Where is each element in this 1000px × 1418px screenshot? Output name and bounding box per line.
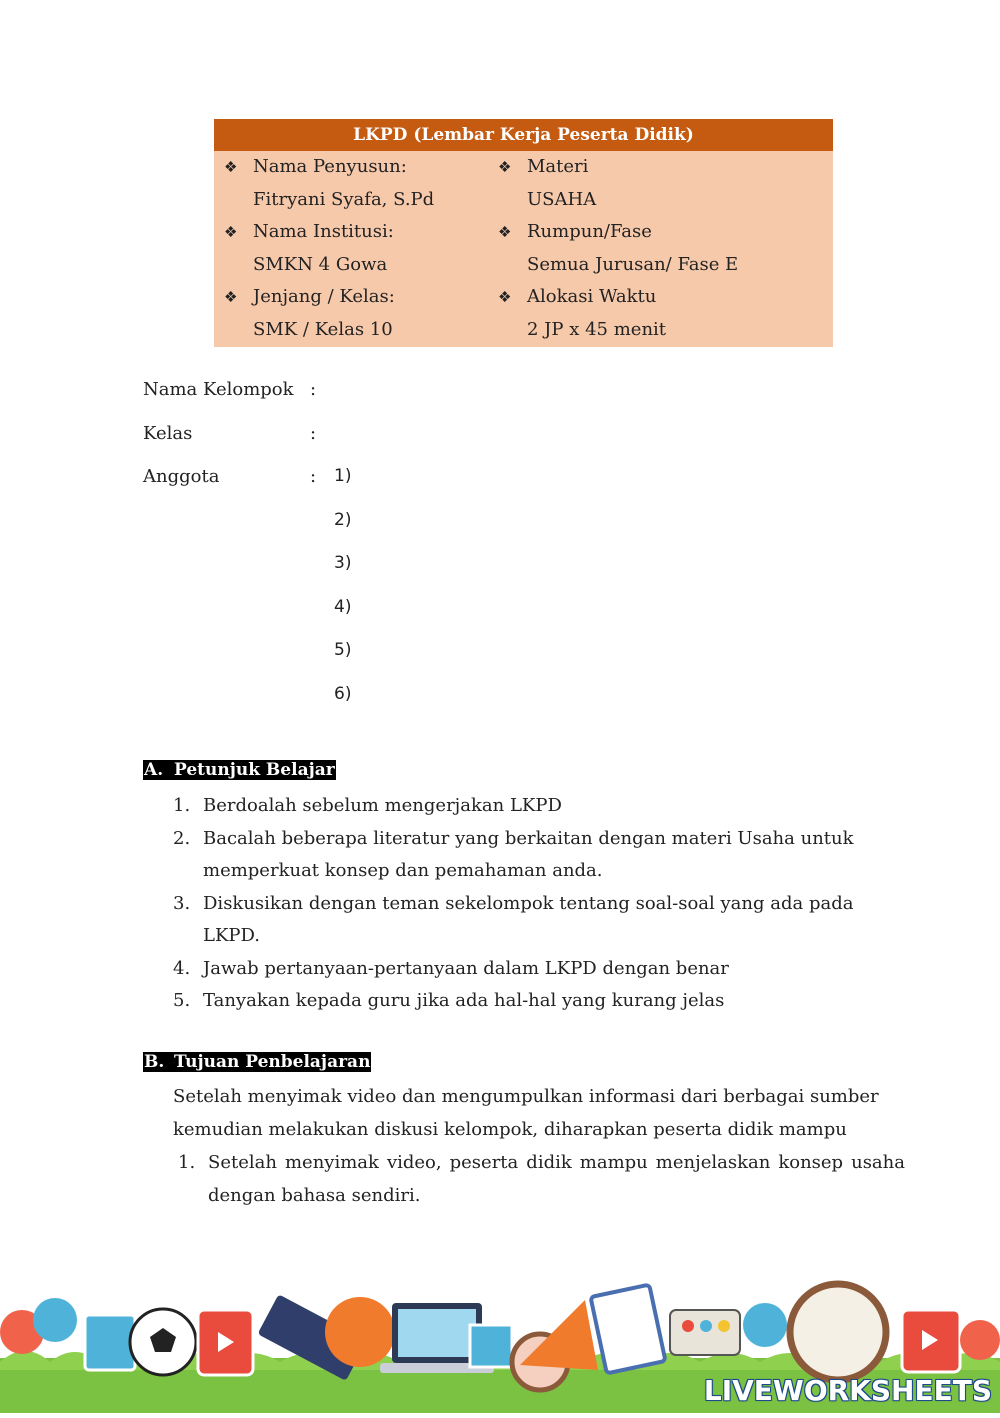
kelas-label: Kelas — [143, 423, 193, 444]
info-label-jenjang-kelas: Jenjang / Kelas: — [253, 286, 395, 308]
list-item — [173, 823, 873, 888]
tujuan-intro-paragraph: Setelah menyimak video dan mengumpulkan informasi dari berbagai sumber kemudian melakukan diskusi kelompok, diharapkan peserta didik mampu — [173, 1086, 879, 1140]
colon: : — [310, 466, 317, 487]
info-label-row — [498, 216, 738, 249]
section-b-title: Tujuan Penbelajaran — [174, 1052, 371, 1072]
globe-icon — [743, 1303, 787, 1347]
info-label-rumpun-fase: Rumpun/Fase — [527, 221, 652, 243]
anggota-number: 3) — [334, 553, 352, 573]
anggota-label: Anggota — [143, 466, 220, 487]
nama-kelompok-label: Nama Kelompok — [143, 379, 294, 400]
basketball-icon — [325, 1297, 395, 1367]
item-text: Bacalah beberapa literatur yang berkaitan dengan materi Usaha untuk memperkuat konsep dan pemahaman anda. — [203, 827, 854, 881]
list-item — [178, 1147, 905, 1212]
liveworksheets-logo[interactable]: LIVEWORKSHEETS — [703, 1374, 992, 1407]
paint-blue — [700, 1320, 712, 1332]
item-text: Setelah menyimak video, peserta didik mampu menjelaskan konsep usaha dengan bahasa sendiri. — [208, 1152, 905, 1206]
info-value-rumpun-fase: Semua Jurusan/ Fase E — [527, 253, 739, 275]
section-b-heading — [143, 1052, 371, 1072]
colon: : — [310, 423, 317, 444]
info-label-row — [224, 151, 434, 184]
item-text: Jawab pertanyaan-pertanyaan dalam LKPD dengan benar — [203, 957, 729, 979]
anggota-number: 2) — [334, 509, 352, 530]
info-label-nama-penyusun: Nama Penyusun: — [253, 156, 407, 178]
info-value-materi: USAHA — [527, 188, 597, 210]
info-label-row — [224, 281, 434, 314]
section-a-heading — [143, 760, 336, 780]
item-number: 1. — [178, 1152, 196, 1173]
petunjuk-belajar-list — [173, 790, 873, 1018]
item-text: Diskusikan dengan teman sekelompok tentang soal-soal yang ada pada LKPD. — [203, 892, 854, 946]
paint-red — [682, 1320, 694, 1332]
diamond-bullet-icon: ❖ — [498, 158, 512, 177]
book-icon — [85, 1315, 135, 1370]
info-table-body — [214, 151, 833, 347]
notebook-icon — [470, 1325, 512, 1367]
paint-palette-icon — [670, 1310, 740, 1355]
info-label-nama-institusi: Nama Institusi: — [253, 221, 394, 243]
footer-decoration — [0, 1270, 1000, 1413]
beaker-icon — [960, 1320, 1000, 1360]
list-item — [173, 888, 873, 953]
laptop-display — [398, 1309, 476, 1357]
info-label-materi: Materi — [527, 156, 589, 178]
item-text: Tanyakan kepada guru jika ada hal-hal yang kurang jelas — [203, 990, 725, 1011]
list-item — [173, 953, 873, 986]
diamond-bullet-icon: ❖ — [224, 158, 238, 177]
info-value-nama-institusi: SMKN 4 Gowa — [253, 253, 388, 275]
section-b-number: B. — [144, 1052, 165, 1072]
paint-yellow — [718, 1320, 730, 1332]
diamond-bullet-icon: ❖ — [224, 288, 238, 307]
item-number: 2. — [173, 827, 191, 849]
anggota-list — [334, 465, 351, 726]
anggota-number: 4) — [334, 596, 352, 617]
info-value-jenjang-kelas: SMK / Kelas 10 — [253, 318, 393, 340]
section-a-number: A. — [144, 760, 164, 780]
info-label-row — [498, 281, 738, 314]
lkpd-title: LKPD (Lembar Kerja Peserta Didik) — [214, 119, 833, 151]
globe-icon — [33, 1298, 77, 1342]
item-text: Berdoalah sebelum mengerjakan LKPD — [203, 795, 562, 816]
diamond-bullet-icon: ❖ — [224, 223, 238, 242]
section-a-title: Petunjuk Belajar — [174, 760, 335, 780]
anggota-number: 5) — [334, 640, 352, 660]
item-number: 3. — [173, 892, 191, 914]
lkpd-info-table — [214, 119, 833, 347]
tujuan-list — [178, 1147, 905, 1212]
info-label-alokasi-waktu: Alokasi Waktu — [527, 286, 657, 308]
diamond-bullet-icon: ❖ — [498, 223, 512, 242]
info-label-row — [498, 151, 738, 184]
info-value-alokasi-waktu: 2 JP x 45 menit — [527, 318, 667, 340]
info-column-right — [498, 151, 738, 346]
list-item — [173, 985, 873, 1018]
colon: : — [310, 379, 317, 400]
info-column-left — [224, 151, 434, 346]
diamond-bullet-icon: ❖ — [498, 288, 512, 307]
item-number: 5. — [173, 990, 191, 1011]
info-value-nama-penyusun: Fitryani Syafa, S.Pd — [253, 188, 435, 210]
item-number: 4. — [173, 957, 191, 979]
drum-icon — [790, 1284, 886, 1380]
anggota-number: 6) — [334, 683, 352, 704]
anggota-number: 1) — [334, 466, 352, 486]
info-label-row — [224, 216, 434, 249]
item-number: 1. — [173, 795, 191, 816]
list-item — [173, 790, 873, 823]
